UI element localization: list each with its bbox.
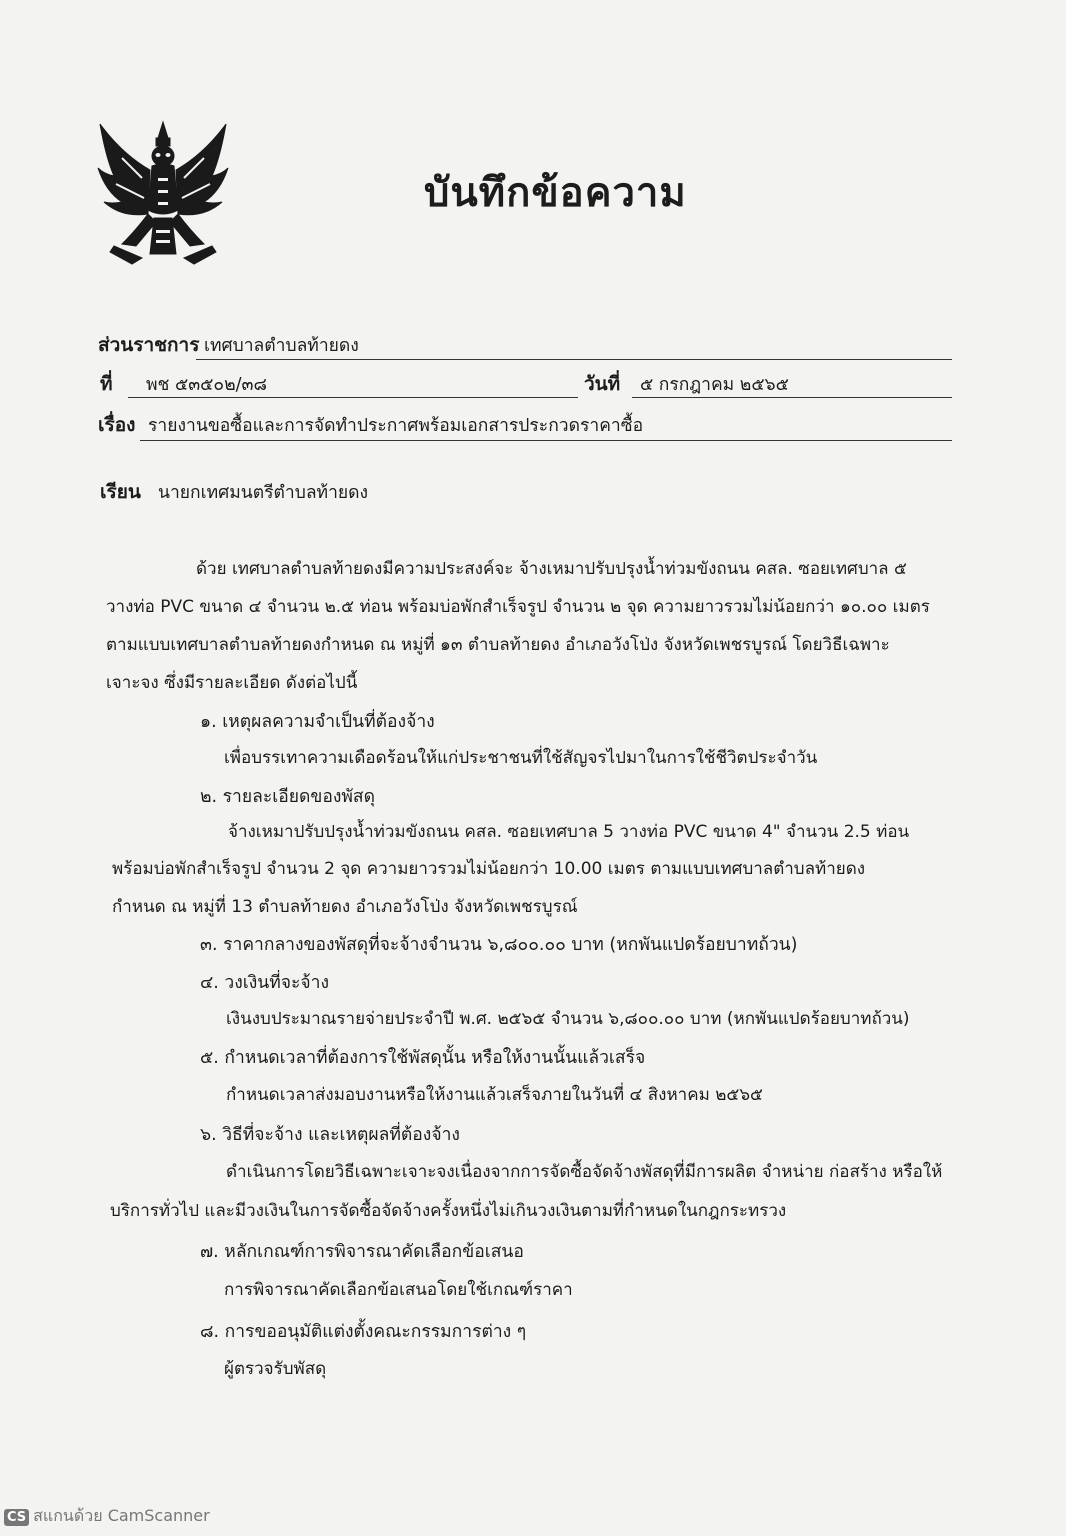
subject-underline	[140, 440, 952, 441]
subject-value: รายงานขอซื้อและการจัดทำประกาศพร้อมเอกสารประกวดราคาซื้อ	[148, 416, 644, 436]
camscanner-watermark	[4, 1504, 210, 1529]
item-6-heading: ๖. วิธีที่จะจ้าง และเหตุผลที่ต้องจ้าง	[200, 1125, 460, 1145]
item-6-line-1: ดำเนินการโดยวิธีเฉพาะเจาะจงเนื่องจากการจัดซื้อจัดจ้างพัสดุที่มีการผลิต จำหน่าย ก่อสร้าง หรือให้	[226, 1162, 943, 1182]
date-value: ๕ กรกฎาคม ๒๕๖๕	[640, 375, 789, 395]
item-1-heading: ๑. เหตุผลความจำเป็นที่ต้องจ้าง	[200, 712, 435, 732]
item-4-heading: ๔. วงเงินที่จะจ้าง	[200, 973, 330, 993]
ref-label: ที่	[100, 373, 113, 395]
item-4-text: เงินงบประมาณรายจ่ายประจำปี พ.ศ. ๒๕๖๕ จำนวน ๖,๘๐๐.๐๐ บาท (หกพันแปดร้อยบาทถ้วน)	[226, 1009, 910, 1029]
item-7-heading: ๗. หลักเกณฑ์การพิจารณาคัดเลือกข้อเสนอ	[200, 1242, 524, 1262]
camscanner-text: สแกนด้วย CamScanner	[33, 1506, 210, 1525]
to-value: นายกเทศมนตรีตำบลท้ายดง	[158, 483, 369, 503]
item-5-text: กำหนดเวลาส่งมอบงานหรือให้งานแล้วเสร็จภายในวันที่ ๔ สิงหาคม ๒๕๖๕	[226, 1085, 763, 1105]
intro-line-1: ด้วย เทศบาลตำบลท้ายดงมีความประสงค์จะ จ้างเหมาปรับปรุงน้ำท่วมขังถนน คสล. ซอยเทศบาล ๕	[196, 559, 907, 579]
subject-label: เรื่อง	[98, 414, 136, 436]
item-2-line-1: จ้างเหมาปรับปรุงน้ำท่วมขังถนน คสล. ซอยเทศบาล 5 วางท่อ PVC ขนาด 4" จำนวน 2.5 ท่อน	[228, 822, 910, 842]
item-1-text: เพื่อบรรเทาความเดือดร้อนให้แก่ประชาชนที่ใช้สัญจรไปมาในการใช้ชีวิตประจำวัน	[224, 748, 818, 768]
item-8-heading: ๘. การขออนุมัติแต่งตั้งคณะกรรมการต่าง ๆ	[200, 1322, 527, 1342]
intro-line-4: เจาะจง ซึ่งมีรายละเอียด ดังต่อไปนี้	[106, 673, 358, 693]
item-5-heading: ๕. กำหนดเวลาที่ต้องการใช้พัสดุนั้น หรือให้งานนั้นแล้วเสร็จ	[200, 1048, 646, 1068]
date-underline	[632, 397, 952, 398]
item-3-heading: ๓. ราคากลางของพัสดุที่จะจ้างจำนวน ๖,๘๐๐.๐๐ บาท (หกพันแปดร้อยบาทถ้วน)	[200, 935, 798, 955]
agency-underline	[196, 359, 952, 360]
to-label: เรียน	[100, 481, 141, 503]
ref-underline	[128, 397, 578, 398]
item-2-heading: ๒. รายละเอียดของพัสดุ	[200, 787, 375, 807]
intro-line-2: วางท่อ PVC ขนาด ๔ จำนวน ๒.๕ ท่อน พร้อมบ่อพักสำเร็จรูป จำนวน ๒ จุด ความยาวรวมไม่น้อยกว่า ๑๐.๐๐ เมตร	[106, 597, 930, 617]
item-2-line-3: กำหนด ณ หมู่ที่ 13 ตำบลท้ายดง อำเภอวังโป่ง จังหวัดเพชรบูรณ์	[112, 897, 578, 917]
agency-value: เทศบาลตำบลท้ายดง	[204, 336, 359, 356]
page-title: บันทึกข้อความ	[424, 170, 687, 216]
item-7-text: การพิจารณาคัดเลือกข้อเสนอโดยใช้เกณฑ์ราคา	[224, 1280, 573, 1300]
agency-label: ส่วนราชการ	[98, 334, 200, 356]
item-6-line-2: บริการทั่วไป และมีวงเงินในการจัดซื้อจัดจ้างครั้งหนึ่งไม่เกินวงเงินตามที่กำหนดในกฎกระทรวง	[110, 1201, 787, 1221]
date-label: วันที่	[584, 373, 621, 395]
ref-value: พช ๕๓๕๐๒/๓๘	[146, 375, 268, 395]
camscanner-logo-icon: CS	[4, 1509, 29, 1526]
intro-line-3: ตามแบบเทศบาลตำบลท้ายดงกำหนด ณ หมู่ที่ ๑๓ ตำบลท้ายดง อำเภอวังโป่ง จังหวัดเพชรบูรณ์ โดยวิธีเฉพาะ	[106, 635, 890, 655]
item-8-text: ผู้ตรวจรับพัสดุ	[224, 1359, 327, 1379]
item-2-line-2: พร้อมบ่อพักสำเร็จรูป จำนวน 2 จุด ความยาวรวมไม่น้อยกว่า 10.00 เมตร ตามแบบเทศบาลตำบลท้ายดง	[112, 859, 866, 879]
garuda-emblem-icon	[92, 118, 234, 268]
